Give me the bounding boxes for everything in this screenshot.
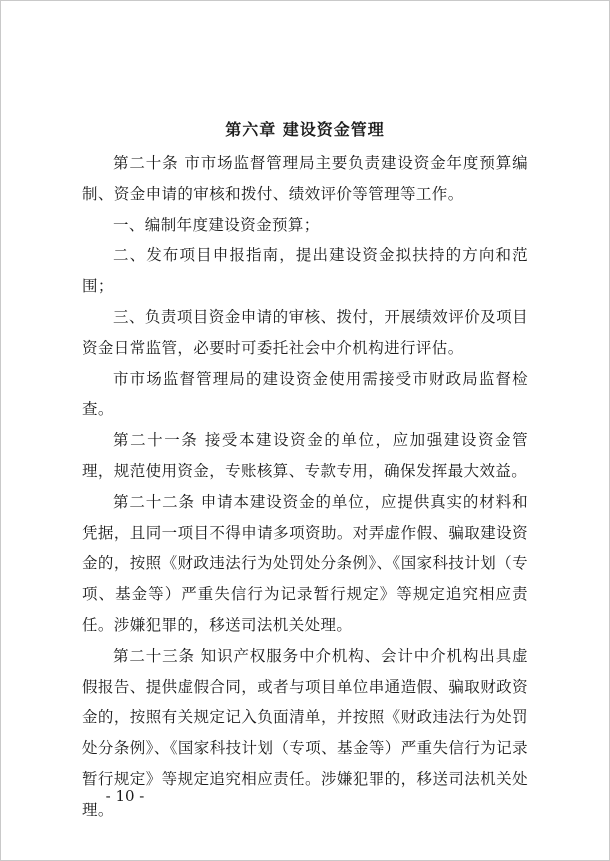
- paragraph-text: 三、负责项目资金申请的审核、拨付，开展绩效评价及项目资金日常监管，必要时可委托社会中介机构进行评估。: [82, 307, 528, 357]
- paragraph-text: 知识产权服务中介机构、会计中介机构出具虚假报告、提供虚假合同，或者与项目单位串通造假、骗取财政资金的，按照有关规定记入负面清单，并按照《财政违法行为处罚处分条例》、《国家科技计划（专项、基金等）严重失信行为记录暂行规定》等规定追究相应责任。涉嫌犯罪的，移送司法机关处理。: [82, 646, 528, 819]
- article-number: 第二十条: [113, 154, 179, 172]
- list-item-1: [82, 210, 528, 241]
- document-body: [82, 118, 528, 826]
- article-number: 第二十三条: [113, 646, 195, 665]
- list-item-3: [82, 302, 528, 364]
- article-21-paragraph: [82, 425, 528, 487]
- paragraph-text: 申请本建设资金的单位，应提供真实的材料和凭据，且同一项目不得申请多项资助。对弄虚作假、骗取建设资金的，按照《财政违法行为处罚处分条例》、《国家科技计划（专项、基金等）严重失信行为记录暂行规定》等规定追究相应责任。涉嫌犯罪的，移送司法机关处理。: [82, 492, 528, 634]
- paragraph-text: 一、编制年度建设资金预算；: [113, 215, 320, 234]
- paragraph-text: 接受本建设资金的单位，应加强建设资金管理，规范使用资金，专账核算、专款专用，确保发挥最大效益。: [82, 431, 528, 480]
- article-number: 第二十二条: [113, 492, 195, 511]
- article-22-paragraph: [82, 487, 528, 641]
- paragraph-text: 市市场监督管理局主要负责建设资金年度预算编制、资金申请的审核和拨付、绩效评价等管理等工作。: [82, 154, 528, 203]
- article-20-paragraph: [82, 148, 528, 210]
- list-item-2: [82, 240, 528, 302]
- supervision-paragraph: [82, 364, 528, 426]
- page-number: - 10 -: [105, 787, 145, 805]
- article-number: 第二十一条: [113, 431, 199, 450]
- paragraph-text: 二、发布项目申报指南，提出建设资金拟扶持的方向和范围；: [82, 246, 528, 296]
- chapter-title: 第六章 建设资金管理: [225, 120, 385, 139]
- paragraph-text: 市市场监督管理局的建设资金使用需接受市财政局监督检查。: [82, 369, 528, 419]
